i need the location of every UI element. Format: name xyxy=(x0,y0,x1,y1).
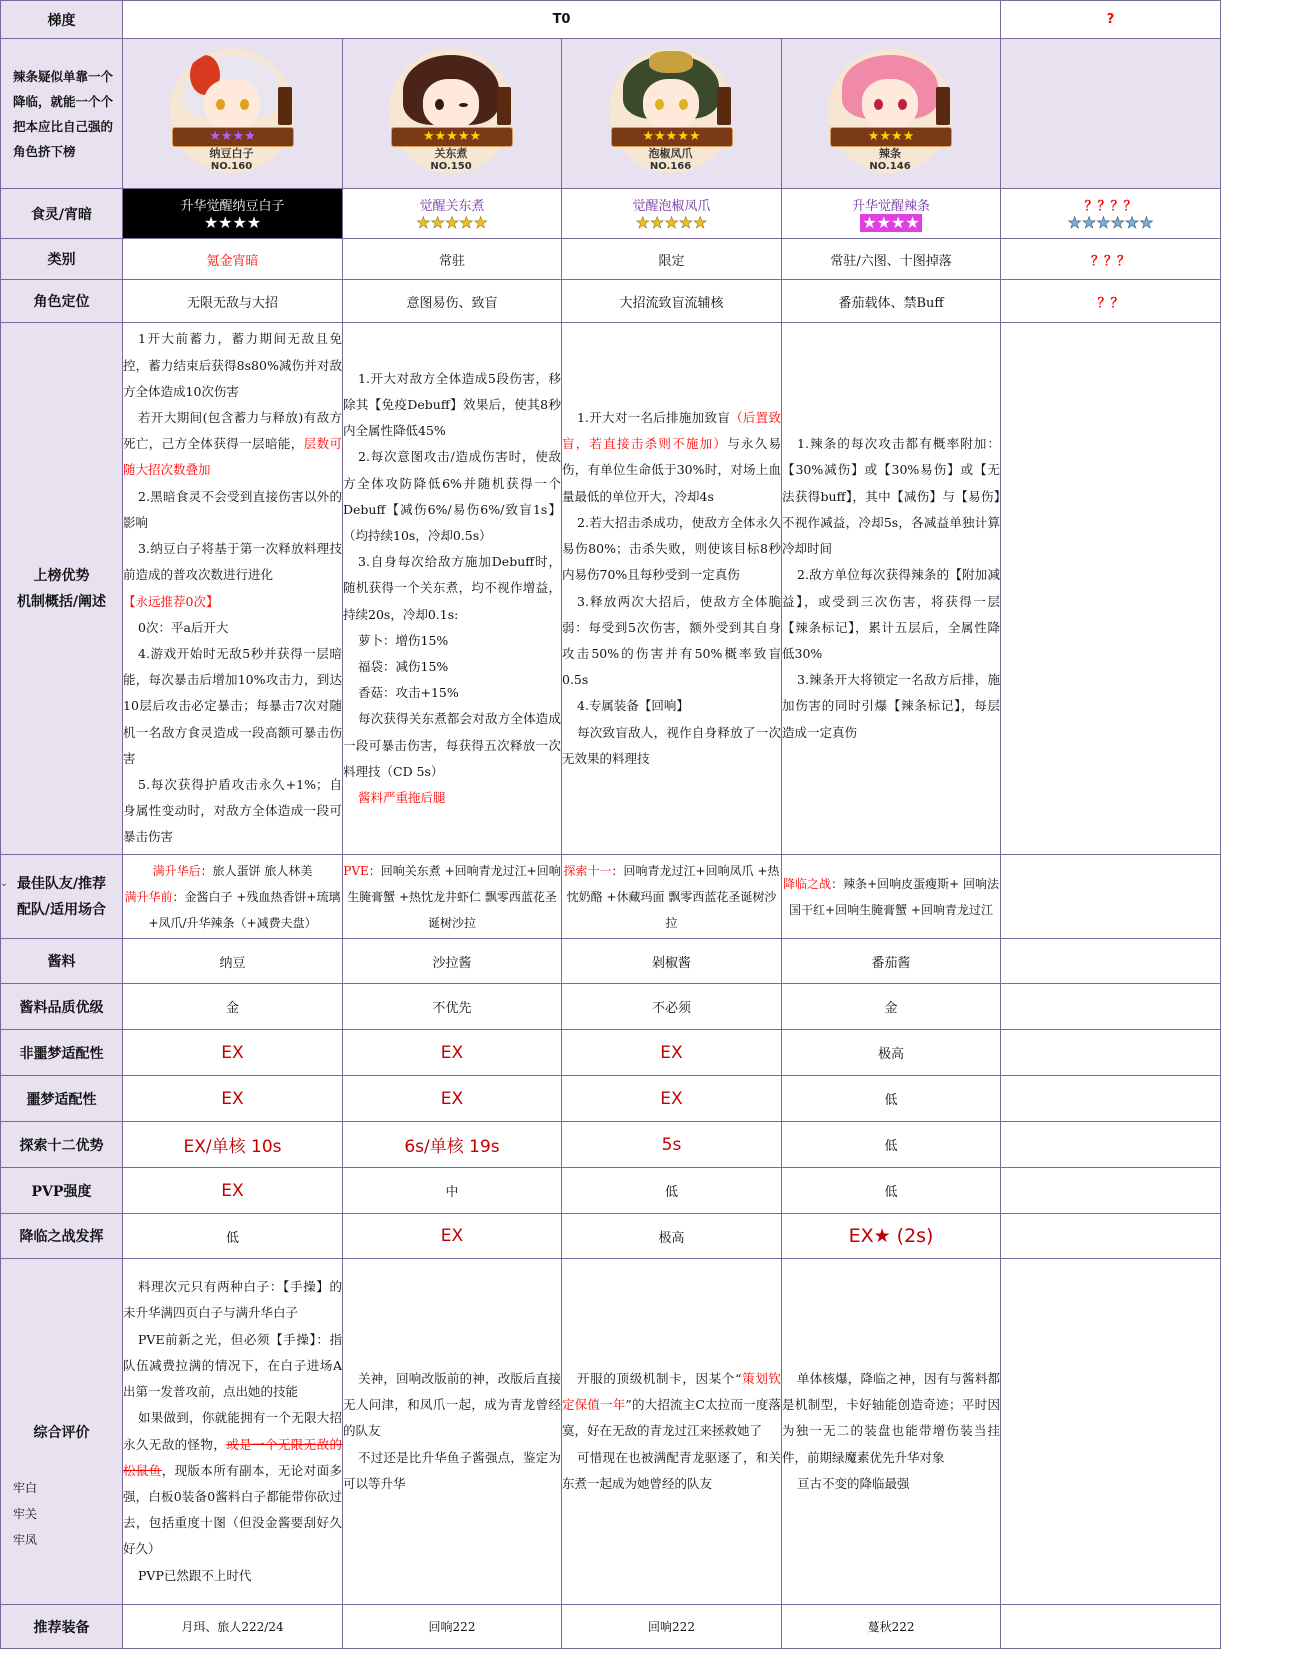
category-row xyxy=(1,239,1300,280)
overall-cell xyxy=(782,1259,1001,1605)
row-label: 推荐装备 xyxy=(1,1605,123,1649)
highlight: 酱料严重拖后腿 xyxy=(358,790,446,806)
paragraph: 3.释放两次大招后，使敌方全体脆弱：每受到5次伤害，额外受到其自身攻击50%的伤害并有50%概率致盲0.5s xyxy=(562,593,781,688)
character-number: NO.150 xyxy=(430,160,472,172)
row-label xyxy=(1,855,123,939)
portrait-face xyxy=(204,79,260,129)
portrait-cell xyxy=(123,39,343,189)
positioning-cell: 意图易伤、致盲 xyxy=(343,280,562,323)
avatar-chicken-feet[interactable] xyxy=(609,49,735,179)
text-span: 若开大期间(包含蓄力与释放)有敌方死亡，己方全体获得一层暗能， xyxy=(123,410,342,452)
highlight: （后置致盲，若直接击杀则不施加） xyxy=(562,410,781,452)
team-cell-empty xyxy=(1001,855,1221,939)
food-spirit-name: ？？？？ xyxy=(1084,199,1137,214)
sauce-cell: 纳豆 xyxy=(123,939,343,984)
character-name: 辣条 xyxy=(879,146,902,160)
portrait-face xyxy=(423,79,479,129)
category-cell: 氪金宵暗 xyxy=(123,239,343,280)
paragraph xyxy=(123,405,342,484)
descend-row xyxy=(1,1214,1300,1259)
character-number: NO.160 xyxy=(210,160,253,172)
tier-label: 梯度 xyxy=(1,1,123,39)
rating-cell: 低 xyxy=(562,1168,782,1214)
food-spirit-cell xyxy=(1001,189,1221,239)
rating-cell: 低 xyxy=(782,1076,1001,1122)
chevron-down-icon[interactable]: ⌄ xyxy=(0,878,9,889)
character-number: NO.146 xyxy=(869,160,911,172)
ribbon-stars: ★★★★★ xyxy=(422,129,482,144)
character-name: 纳豆白子 xyxy=(209,146,254,160)
paragraph: 1.开大对敌方全体造成5段伤害，移除其【免疫Debuff】效果后，使其8秒内全属性降低45% xyxy=(343,370,561,439)
rating-cell: EX xyxy=(343,1030,562,1076)
text-span: 开服的顶级机制卡，因某个“ xyxy=(577,1370,742,1386)
non-nightmare-row xyxy=(1,1030,1300,1076)
rarity-stars: ★★★★★ xyxy=(635,213,708,232)
equip-cell: 月珥、旅人222/24 xyxy=(123,1605,343,1649)
note-line: 牢白 xyxy=(13,1481,38,1495)
paragraph xyxy=(562,405,781,510)
portrait-eye xyxy=(240,99,249,110)
portrait-eye xyxy=(459,103,468,107)
team-cell xyxy=(782,855,1001,939)
paragraph: 2.每次意图攻击/造成伤害时，使敌方全体攻防降低6%并随机获得一个Debuff【减伤6%/易伤6%/致盲1s】（均持续10s，冷却0.5s） xyxy=(343,449,561,543)
rating-cell: 6s/单核 19s xyxy=(343,1122,562,1168)
team-cell xyxy=(343,855,562,939)
row-label-line: 机制概括/阐述 xyxy=(16,593,107,610)
overall-cell-empty xyxy=(1001,1259,1221,1605)
row-label: 非噩梦适配性 xyxy=(1,1030,123,1076)
rating-cell: EX xyxy=(562,1076,782,1122)
rating-cell: 低 xyxy=(782,1122,1001,1168)
ribbon-stars: ★★★★ xyxy=(209,129,256,144)
row-label-line: 综合评价 xyxy=(33,1424,90,1441)
equip-cell: 蔓秋222 xyxy=(782,1605,1001,1649)
rarity-stars: ★★★★ xyxy=(203,213,262,232)
mechanics-cell-empty xyxy=(1001,323,1221,855)
food-spirit-name: 升华觉醒辣条 xyxy=(852,199,931,214)
sauce-priority-cell: 金 xyxy=(123,984,343,1030)
overall-cell xyxy=(123,1259,343,1605)
equip-cell: 回响222 xyxy=(562,1605,782,1649)
unknown-tier: ? xyxy=(1001,1,1221,39)
team-line xyxy=(123,884,342,936)
text-span: ”的大招流主C太拉而一度落寞，好在无敌的青龙过江来拯救她了 xyxy=(562,1397,781,1439)
star-ribbon xyxy=(391,127,513,147)
food-spirit-name: 觉醒泡椒凤爪 xyxy=(632,199,711,214)
rarity-stars: ★★★★ xyxy=(862,213,920,232)
positioning-row xyxy=(1,280,1300,323)
highlight: PVE xyxy=(343,863,369,878)
highlight: 满升华前 xyxy=(124,889,173,904)
rating-cell: EX xyxy=(123,1030,343,1076)
rating-cell: EX/单核 10s xyxy=(123,1122,343,1168)
character-number: NO.166 xyxy=(649,160,692,172)
rating-cell: EX xyxy=(343,1214,562,1259)
paragraph: 单体核爆，降临之神，因有与酱料都是机制型，卡好轴能创造奇迹；平时因为独一无二的装盘也能带增伤装当挂件，前期绿魔素优先升华对象 xyxy=(782,1370,1001,1465)
tier-value: T0 xyxy=(123,1,1001,39)
paragraph xyxy=(123,1405,342,1562)
portrait-eye xyxy=(435,99,444,110)
portrait-cell-empty xyxy=(1001,39,1221,189)
ribbon-stars: ★★★★★ xyxy=(642,129,701,144)
category-cell: 常驻/六图、十图掉落 xyxy=(782,239,1001,280)
paragraph: 福袋：减伤15% xyxy=(358,659,449,674)
paragraph: 1.辣条的每次攻击都有概率附加：【30%减伤】或【30%易伤】或【无法获得buff】，其中【减伤】与【易伤】不视作减益，冷却5s，各减益单独计算冷却时间 xyxy=(782,436,1001,557)
rating-cell: 极高 xyxy=(782,1030,1001,1076)
equip-cell: 回响222 xyxy=(343,1605,562,1649)
number-plate xyxy=(497,87,511,125)
sauce-priority-cell: 不优先 xyxy=(343,984,562,1030)
team-cell xyxy=(562,855,782,939)
highlight: 策划钦定保值一年 xyxy=(562,1370,781,1413)
portrait-face xyxy=(862,79,918,129)
rarity-stars: ★★★★★★ xyxy=(1067,213,1154,232)
portrait-eye xyxy=(655,99,664,110)
row-label: 类别 xyxy=(1,239,123,280)
highlight: 满升华后 xyxy=(152,863,201,878)
portrait-eye xyxy=(874,99,883,110)
paragraph xyxy=(562,1366,781,1445)
paragraph: 4.游戏开始时无敌5秒并获得一层暗能，每次暴击后增加10%攻击力，到达10层后攻击必定暴击；每暴击7次对随机一名敌方食灵造成一段高额可暴击伤害 xyxy=(123,645,342,766)
character-name: 泡椒凤爪 xyxy=(648,146,693,160)
intro-label: 辣条疑似单靠一个降临，就能一个个把本应比自己强的角色挤下榜 xyxy=(1,39,123,189)
rating-cell: 中 xyxy=(343,1168,562,1214)
sauce-priority-cell: 不必须 xyxy=(562,984,782,1030)
portrait-cell xyxy=(562,39,782,189)
portrait-cell xyxy=(782,39,1001,189)
food-spirit-name: 觉醒关东煮 xyxy=(419,199,485,214)
paragraph: 萝卜：增伤15% xyxy=(358,632,449,648)
equip-row xyxy=(1,1605,1300,1649)
text-span: ：回响青龙过江+回响凤爪 +热忱奶酪 +休藏玛面 飘零西蓝花圣诞树沙拉 xyxy=(566,863,780,930)
positioning-cell: 大招流致盲流辅核 xyxy=(562,280,782,323)
sauce-cell: 番茄酱 xyxy=(782,939,1001,984)
sauce-cell: 沙拉酱 xyxy=(343,939,562,984)
avatar-oden[interactable] xyxy=(389,49,515,179)
avatar-latiao[interactable] xyxy=(828,49,954,179)
rating-cell: EX★ (2s) xyxy=(782,1214,1001,1259)
positioning-cell: 番茄载体、禁Buff xyxy=(782,280,1001,323)
paragraph: 2.黑暗食灵不会受到直接伤害以外的影响 xyxy=(123,488,342,530)
rating-cell: EX xyxy=(343,1076,562,1122)
note-list xyxy=(13,1475,37,1553)
number-plate xyxy=(717,87,731,125)
text-span: ：辣条+回响皮蛋瘦斯+ 回响法国干红+回响生腌膏蟹 +回响青龙过江 xyxy=(789,876,999,917)
food-spirit-name: 升华觉醒纳豆白子 xyxy=(180,199,285,214)
text-span: 1.开大对一名后排施加致盲 xyxy=(577,410,731,426)
paragraph: 3.纳豆白子将基于第一次释放料理技前造成的普攻次数进行进化 xyxy=(123,541,342,583)
positioning-cell: ？？ xyxy=(1001,280,1221,323)
star-ribbon xyxy=(172,127,294,147)
rarity-stars: ★★★★★ xyxy=(416,213,488,232)
paragraph: 料理次元只有两种白子：【手操】的未升华满四页白子与满升华白子 xyxy=(123,1279,342,1321)
paragraph: 2.敌方单位每次获得辣条的【附加减益】，或受到三次伤害，将获得一层【辣条标记】，累计五层后，全属性降低30% xyxy=(782,567,1001,661)
category-cell: 限定 xyxy=(562,239,782,280)
row-label-line: 配队/适用场合 xyxy=(16,901,107,918)
text-span: ，现版本所有副本，无论对面多强，白板0装备0酱料白子都能带你砍过去，包括重度十图（但没金酱要刮好久好久） xyxy=(123,1462,342,1557)
food-spirit-cell xyxy=(782,189,1001,239)
tier-row xyxy=(1,1,1300,39)
rating-cell: 低 xyxy=(782,1168,1001,1214)
team-row xyxy=(1,855,1300,939)
row-label: 酱料 xyxy=(1,939,123,984)
text-span: ：旅人蛋饼 旅人林美 xyxy=(200,863,313,878)
mechanics-cell xyxy=(782,323,1001,855)
paragraph: 3.辣条开大将锁定一名敌方后排，施加伤害的同时引爆【辣条标记】，每层造成一定真伤 xyxy=(782,672,1001,740)
explore12-row xyxy=(1,1122,1300,1168)
row-label: 酱料品质优级 xyxy=(1,984,123,1030)
sauce-cell: 剁椒酱 xyxy=(562,939,782,984)
sauce-priority-cell: 金 xyxy=(782,984,1001,1030)
portrait-eye xyxy=(679,99,688,110)
portrait-cell xyxy=(343,39,562,189)
portrait-row xyxy=(1,39,1300,189)
team-cell xyxy=(123,855,343,939)
text-span: 与永久易伤，有单位生命低于30%时，对场上血量最低的单位开大，冷却4s xyxy=(562,436,781,504)
row-label: 角色定位 xyxy=(1,280,123,323)
row-label: 食灵/宵暗 xyxy=(1,189,123,239)
paragraph: 每次获得关东煮都会对敌方全体造成一段可暴击伤害，每获得五次释放一次料理技（CD 5s） xyxy=(343,711,561,779)
rating-cell: EX xyxy=(562,1030,782,1076)
avatar-natto[interactable] xyxy=(170,49,296,179)
highlight: 降临之战 xyxy=(783,876,832,891)
mechanics-cell xyxy=(343,323,562,855)
food-spirit-row xyxy=(1,189,1300,239)
food-spirit-cell xyxy=(562,189,782,239)
paragraph: 不过还是比升华鱼子酱强点，鉴定为可以等升华 xyxy=(343,1449,561,1491)
note-line: 牢凤 xyxy=(13,1533,38,1547)
food-spirit-cell xyxy=(343,189,562,239)
number-plate xyxy=(936,87,950,125)
positioning-cell: 无限无敌与大招 xyxy=(123,280,343,323)
paragraph: 5.每次获得护盾攻击永久+1%；自身属性变动时，对敌方全体造成一段可暴击伤害 xyxy=(123,776,342,845)
food-spirit-cell xyxy=(123,189,343,239)
paragraph: 关神，回响改版前的神，改版后直接无人问津，和凤爪一起，成为青龙曾经的队友 xyxy=(343,1370,561,1439)
star-ribbon xyxy=(830,127,952,147)
portrait-face xyxy=(643,79,699,129)
row-label xyxy=(1,1259,123,1605)
paragraph: 香菇：攻击+15% xyxy=(358,685,459,701)
rating-cell: EX xyxy=(123,1168,343,1214)
row-label xyxy=(1,323,123,855)
highlight: 或是一个无限无敌的松鼠鱼 xyxy=(123,1436,342,1478)
row-label-line: 最佳队友/推荐 xyxy=(16,875,107,892)
row-label: 噩梦适配性 xyxy=(1,1076,123,1122)
rating-cell: 极高 xyxy=(562,1214,782,1259)
sauce-priority-row xyxy=(1,984,1300,1030)
category-cell: ？？？ xyxy=(1001,239,1221,280)
rating-cell: 5s xyxy=(562,1122,782,1168)
highlight: 层数可随大招次数叠加 xyxy=(123,436,342,478)
row-label: 探索十二优势 xyxy=(1,1122,123,1168)
text-span: 如果做到，你就能拥有一个无限大招永久无敌的怪物， xyxy=(123,1410,342,1452)
row-label: PVP强度 xyxy=(1,1168,123,1214)
paragraph: 4.专属装备【回响】 xyxy=(577,698,689,714)
note-line: 牢关 xyxy=(13,1507,38,1521)
text-span: ：金酱白子 +残血热香饼+琉璃 +凤爪/升华辣条（+减费夫盘） xyxy=(148,889,341,930)
paragraph: PVP已然跟不上时代 xyxy=(138,1567,252,1583)
row-label-line: 上榜优势 xyxy=(33,567,90,584)
team-line xyxy=(123,858,342,884)
portrait-ornament xyxy=(649,51,693,73)
star-ribbon xyxy=(611,127,733,147)
rating-cell: EX xyxy=(123,1076,343,1122)
paragraph: 2.若大招击杀成功，使敌方全体永久易伤80%；击杀失败，则使该目标8秒内易伤70%且每秒受到一定真伤 xyxy=(562,514,781,583)
portrait-eye xyxy=(898,99,907,110)
paragraph: 可惜现在也被满配青龙驱逐了，和关东煮一起成为她曾经的队友 xyxy=(562,1449,781,1491)
overall-cell xyxy=(562,1259,782,1605)
pvp-row xyxy=(1,1168,1300,1214)
mechanics-cell xyxy=(562,323,782,855)
overall-cell xyxy=(343,1259,562,1605)
character-name: 关东煮 xyxy=(434,146,468,160)
portrait-eye xyxy=(216,99,225,110)
highlight: 【永远推荐0次】 xyxy=(123,593,219,609)
paragraph: 1开大前蓄力，蓄力期间无敌且免控，蓄力结束后获得8s80%减伤并对敌方全体造成10次伤害 xyxy=(123,331,342,399)
category-cell: 常驻 xyxy=(343,239,562,280)
paragraph: 3.自身每次给敌方施加Debuff时，随机获得一个关东煮，均不视作增益，持续20s，冷却0.1s: xyxy=(343,554,561,622)
paragraph: 每次致盲敌人，视作自身释放了一次无效果的料理技 xyxy=(562,724,781,766)
paragraph: PVE前新之光，但必须【手操】：指队伍减费拉满的情况下，在白子进场A出第一发普攻前，点出她的技能 xyxy=(123,1331,342,1400)
row-label: 降临之战发挥 xyxy=(1,1214,123,1259)
sauce-row xyxy=(1,939,1300,984)
nightmare-row xyxy=(1,1076,1300,1122)
ribbon-stars: ★★★★ xyxy=(867,129,915,144)
highlight: 探索十一 xyxy=(563,863,612,878)
rating-cell: 低 xyxy=(123,1214,343,1259)
paragraph: 亘古不变的降临最强 xyxy=(797,1475,910,1491)
overall-row xyxy=(1,1259,1300,1605)
text-span: ：回响关东煮 +回响青龙过江+回响生腌膏蟹 +热忱龙井虾仁 飘零西蓝花圣诞树沙拉 xyxy=(347,863,561,930)
mechanics-row xyxy=(1,323,1300,855)
number-plate xyxy=(278,87,292,125)
mechanics-cell xyxy=(123,323,343,855)
paragraph: 0次：平a后开大 xyxy=(138,619,229,635)
